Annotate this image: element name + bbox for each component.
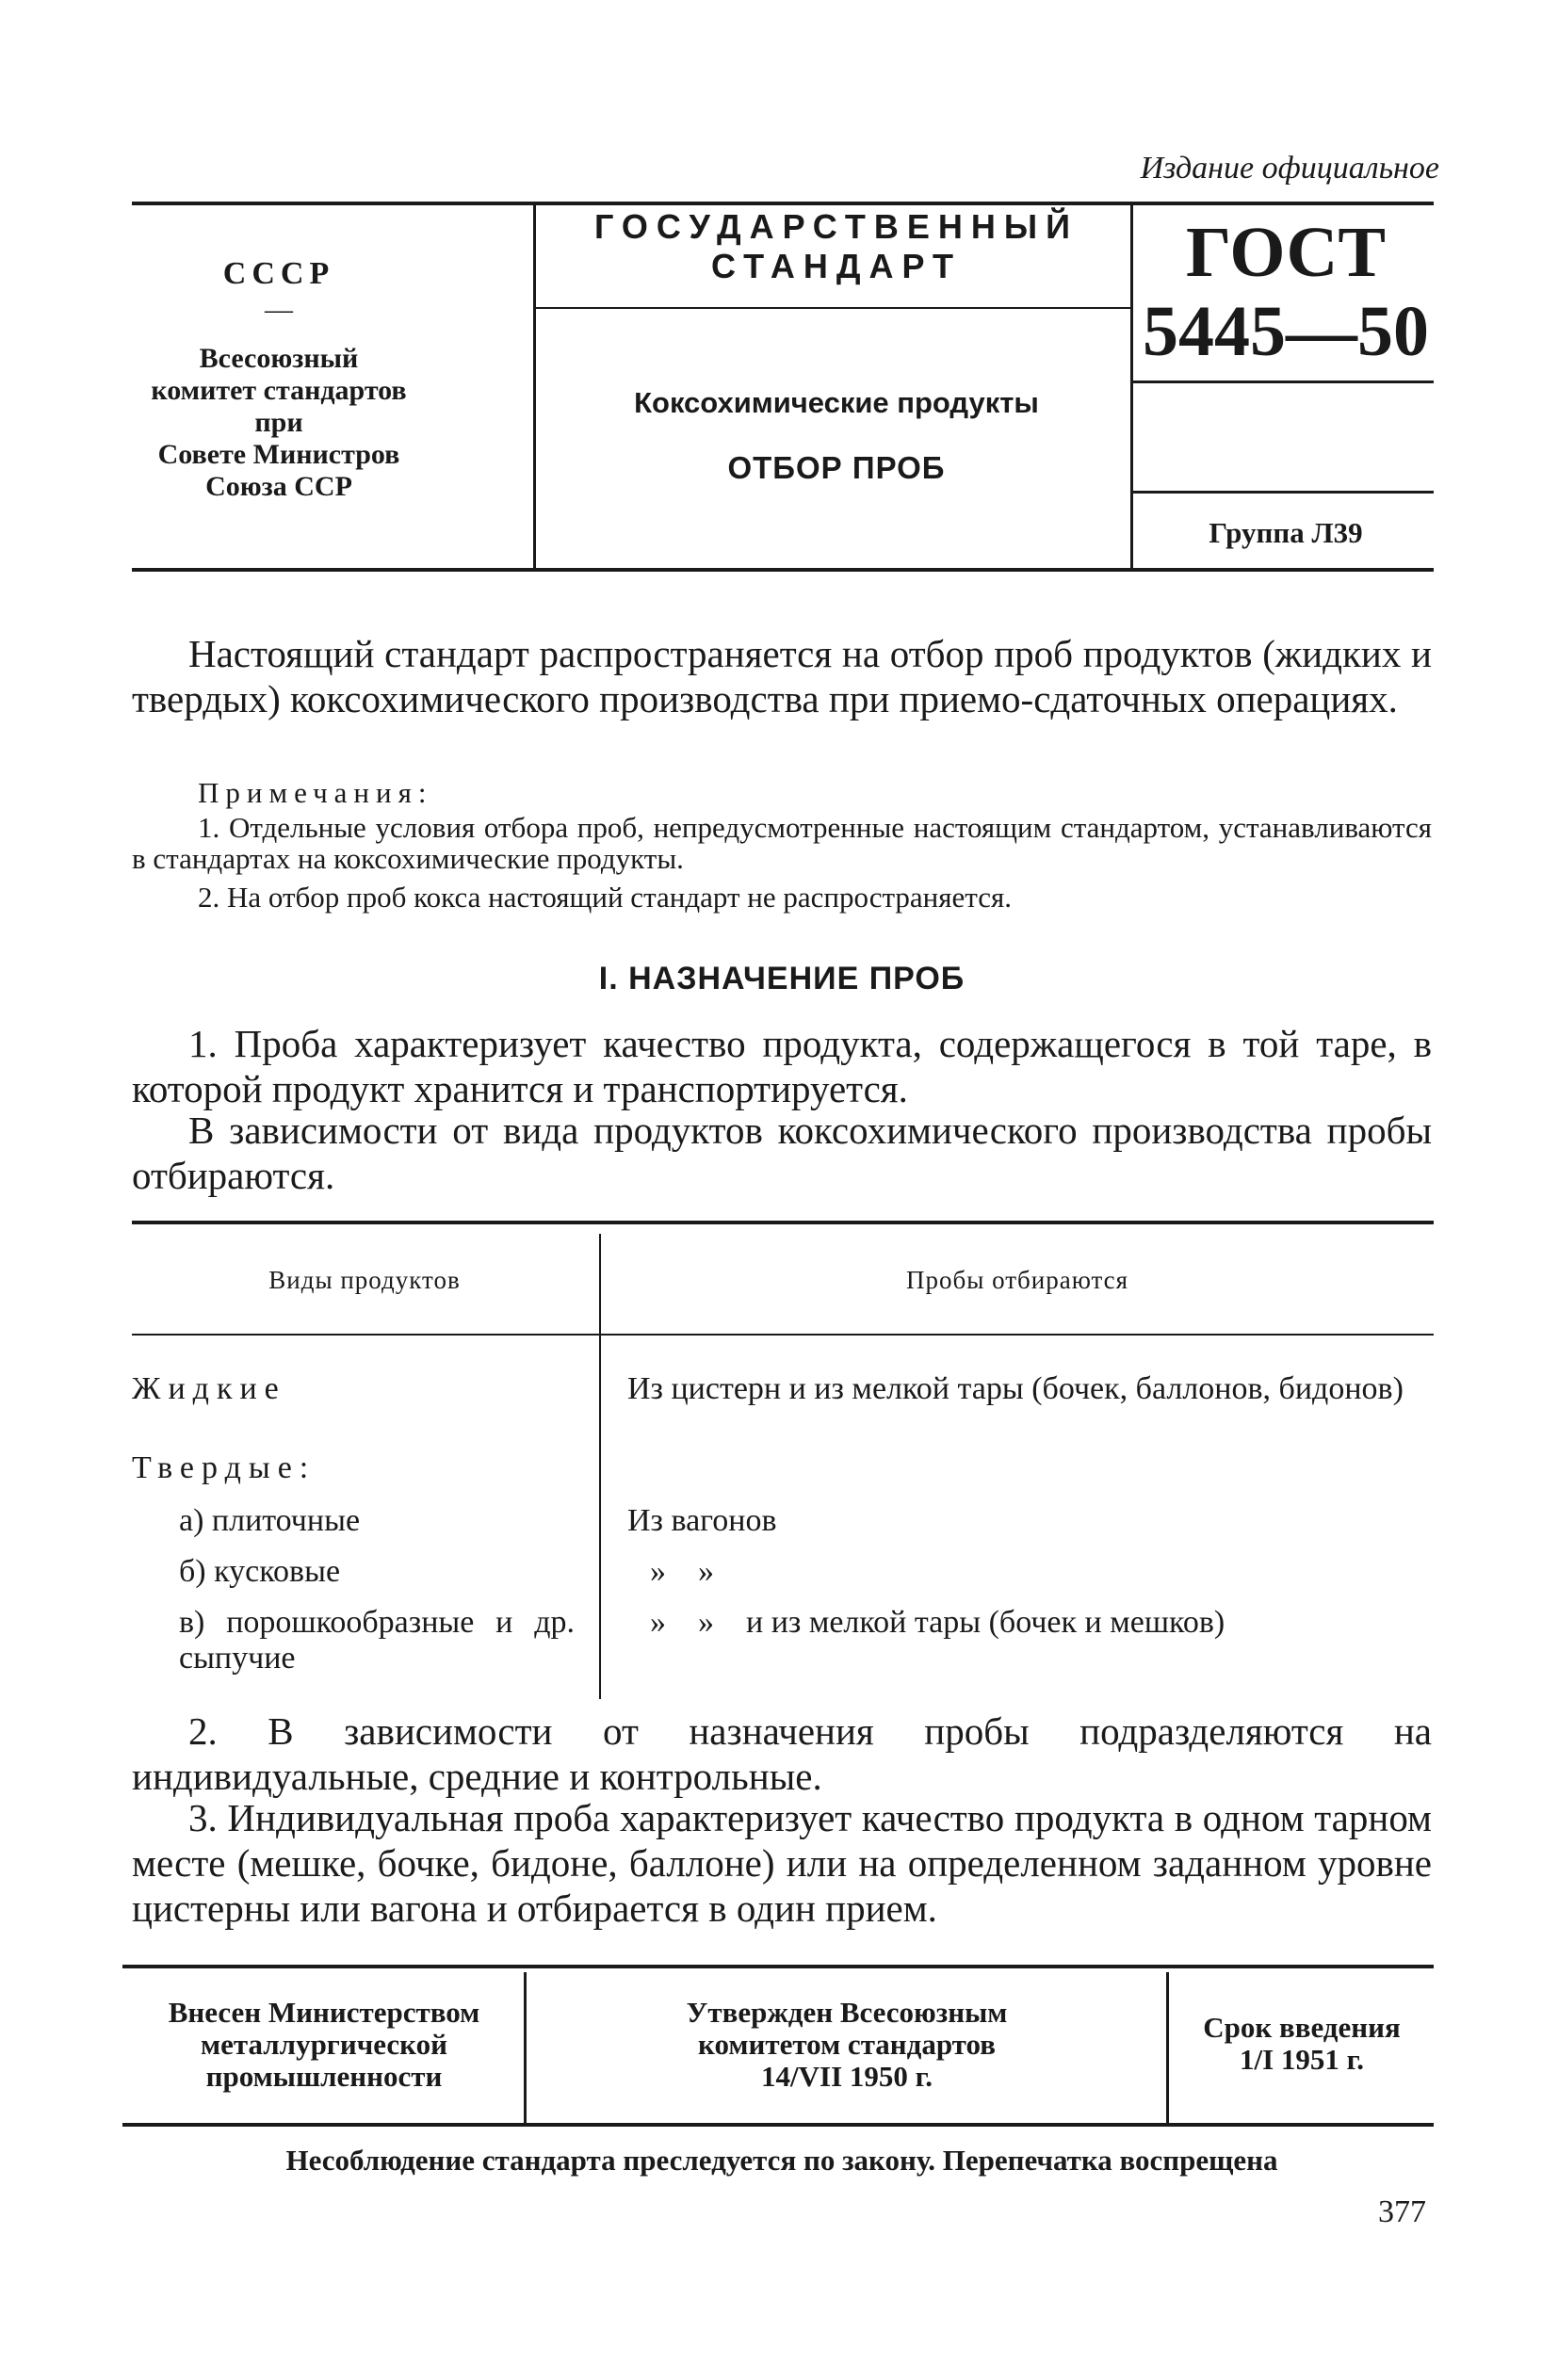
table-header-samples: Пробы отбираются [905,1266,1129,1294]
table-row-value: » » и из мелкой тары (бочек и мешков) [650,1605,1225,1640]
committee-line: комитет стандартов [151,375,407,406]
footer-line: 14/VII 1950 г. [761,2060,933,2093]
committee-line: Совете Министров [157,439,400,470]
committee-line: Союза ССР [205,471,352,502]
legal-warning: Несоблюдение стандарта преследуется по закону. Перепечатка воспрещена [285,2144,1278,2177]
paragraph-2: 2. В зависимости от назначения пробы подразделяются на индивидуальные, средние и контрольные. [132,1709,1432,1798]
liquid-value-text: Из цистерн и из мелкой тары (бочек, баллонов, бидонов) [627,1371,1404,1406]
footer-line: Утвержден Всесоюзным [686,1996,1008,2029]
table-row-label: а) плиточные [179,1503,361,1538]
country-name: СССР [222,256,335,291]
standard-title: ОТБОР ПРОБ [727,450,946,485]
gost-label: ГОСТ [1185,213,1387,292]
state-standard-line: СТАНДАРТ [711,247,962,285]
intro-paragraph: Настоящий стандарт распространяется на отбор проб продуктов (жидких и твердых) коксохимического производства при приемо-сдаточных операциях. [132,632,1432,720]
group-label: Группа Л39 [1209,516,1363,549]
page-number: 377 [1378,2194,1426,2229]
footer-approved [529,1997,1164,2093]
paragraph-1b: В зависимости от вида продуктов коксохимического производства пробы отбираются. [132,1109,1432,1197]
header-top-rule [132,202,1434,205]
section-heading: I. НАЗНАЧЕНИЕ ПРОБ [598,961,966,996]
edition-label: Издание официальное [1140,151,1439,186]
product-name: Коксохимические продукты [634,386,1039,419]
committee-line: Всесоюзный [199,343,359,374]
paragraph-1: 1. Проба характеризует качество продукта, содержащегося в той таре, в которой продукт хранится и транспортируется. [132,1022,1432,1110]
table-row-value: Из вагонов [627,1503,777,1538]
footer-line: Срок введения [1203,2011,1401,2044]
footer-line: Внесен Министерством [168,1996,480,2029]
footer-introduced [126,1997,522,2093]
footer-line: комитетом стандартов [698,2028,996,2061]
table-header-products: Виды продуктов [268,1266,461,1294]
table-row-label: в) порошкообразные и др. сыпучие [179,1605,575,1676]
committee-name [132,343,426,503]
table-column-divider [599,1234,601,1699]
footer-line: 1/I 1951 г. [1239,2043,1364,2076]
notes-title: Примечания: [198,776,433,809]
footer-top-rule [122,1965,1434,1968]
note-item: 1. Отдельные условия отбора проб, непредусмотренные настоящим стандартом, устанавливаются в стандартах на коксохимические продукты. [132,811,1432,875]
gost-code [1132,213,1439,371]
header-bottom-rule [132,568,1434,572]
footer-divider-left [524,1972,527,2123]
footer-line: промышленности [205,2060,443,2093]
state-standard-line: ГОСУДАРСТВЕННЫЙ [593,207,1079,246]
header-dash: — [265,294,293,325]
table-row-value [627,1371,1432,1407]
table-row-value: » » [650,1554,714,1589]
header-right-rule-2 [1133,491,1434,494]
footer-effective [1170,2012,1434,2076]
solid-group-label: Твердые: [132,1450,316,1485]
table-top-rule [132,1221,1434,1224]
table-row-label: б) кусковые [179,1554,341,1589]
state-standard-heading [535,207,1138,286]
paragraph-3: 3. Индивидуальная проба характеризует качество продукта в одном тарном месте (мешке, бочке, бидоне, баллоне) или на определенном заданном уровне цистерны или вагона и отбирается в один прием. [132,1796,1432,1930]
committee-line: при [254,407,303,438]
footer-divider-right [1166,1972,1169,2123]
table-row-label: Жидкие [132,1371,286,1406]
header-mid-rule [536,307,1130,309]
footer-bottom-rule [122,2123,1434,2127]
header-right-rule-1 [1133,380,1434,383]
table-header-rule [132,1334,1434,1336]
footer-line: металлургической [201,2028,447,2061]
gost-number: 5445—50 [1143,292,1429,371]
note-item: 2. На отбор проб кокса настоящий стандарт не распространяется. [198,881,1012,914]
